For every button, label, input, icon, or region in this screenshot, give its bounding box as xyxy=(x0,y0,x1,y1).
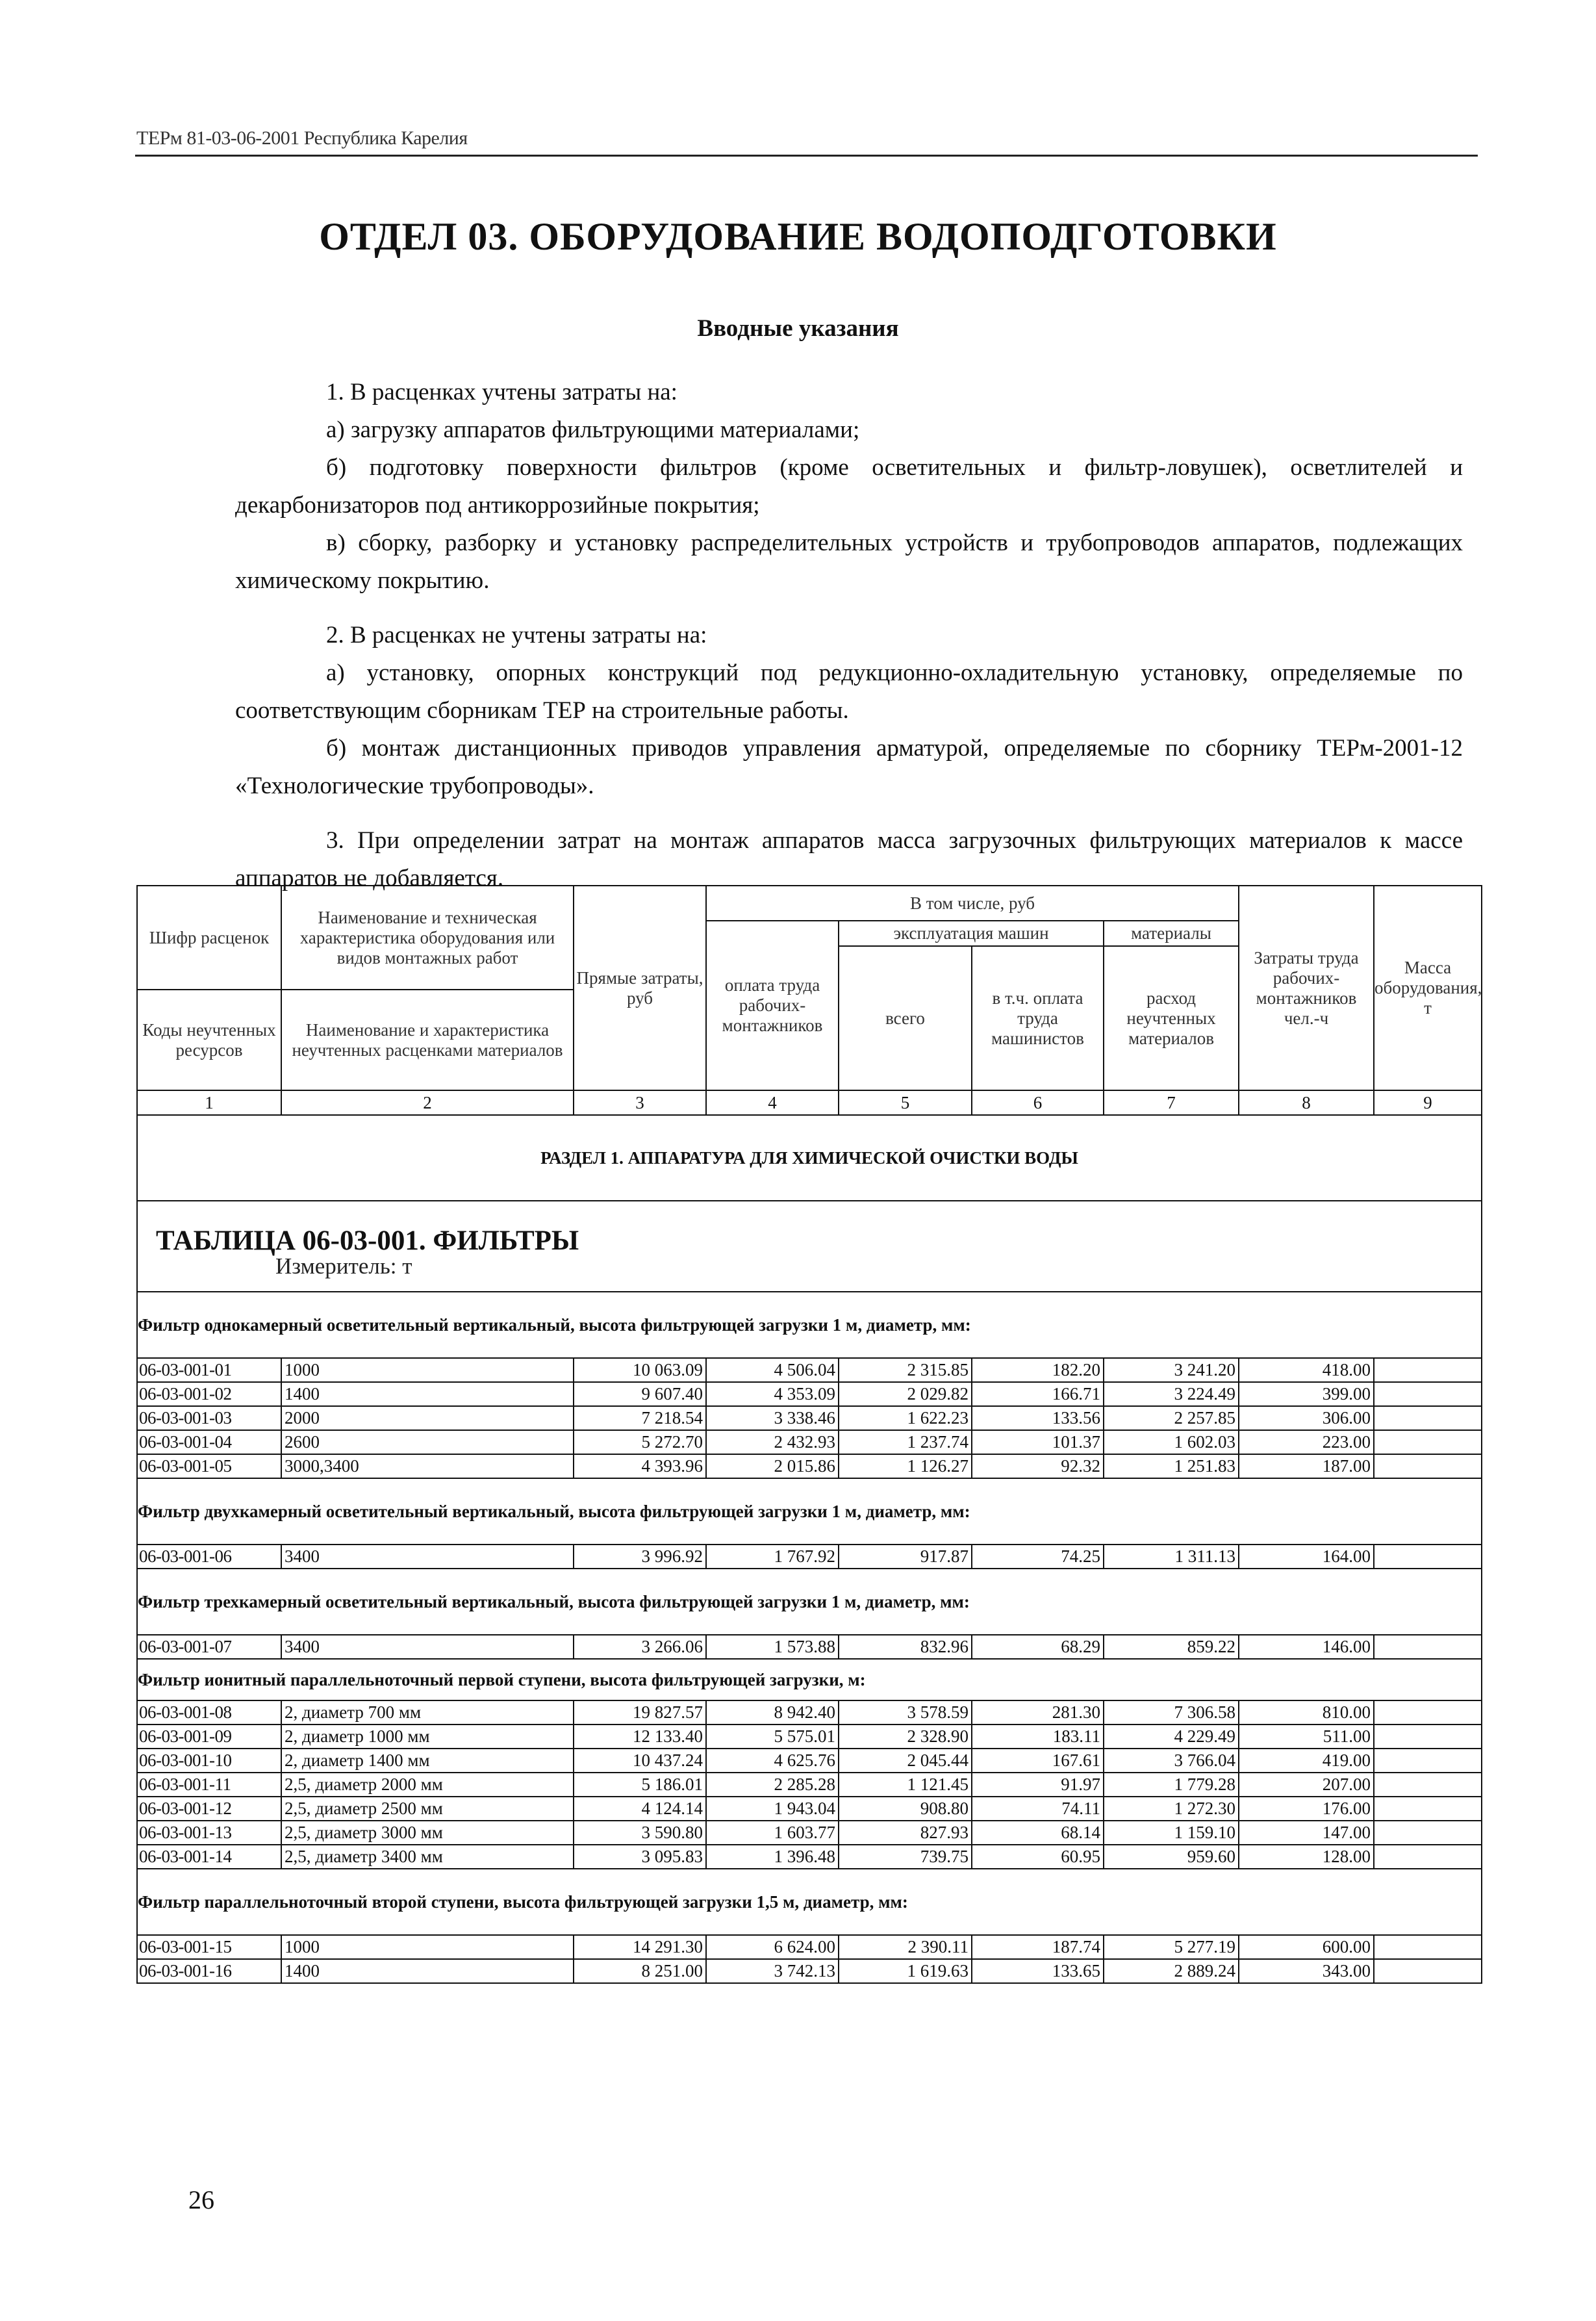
col-number: 6 xyxy=(972,1090,1104,1115)
rate-name: 3400 xyxy=(281,1545,574,1569)
materials-cost: 2 257.85 xyxy=(1104,1406,1239,1430)
machine-cost: 1 622.23 xyxy=(839,1406,972,1430)
rate-name: 1000 xyxy=(281,1935,574,1959)
group-title: Фильтр двухкамерный осветительный вертикальный, высота фильтрующей загрузки 1 м, диаметр, мм: xyxy=(137,1478,1482,1545)
direct-cost: 10 063.09 xyxy=(574,1358,706,1382)
materials-cost: 7 306.58 xyxy=(1104,1700,1239,1725)
rate-code: 06-03-001-01 xyxy=(137,1358,281,1382)
rate-name: 2000 xyxy=(281,1406,574,1430)
col-number: 1 xyxy=(137,1090,281,1115)
equipment-mass xyxy=(1374,1725,1482,1749)
col-number: 5 xyxy=(839,1090,972,1115)
direct-cost: 3 095.83 xyxy=(574,1845,706,1869)
labor-cost: 1 603.77 xyxy=(706,1821,839,1845)
materials-cost: 1 272.30 xyxy=(1104,1797,1239,1821)
materials-cost: 1 602.03 xyxy=(1104,1430,1239,1454)
header-rule xyxy=(135,155,1478,157)
rates-table xyxy=(136,885,1482,1984)
machine-labor-cost: 281.30 xyxy=(972,1700,1104,1725)
labor-cost: 3 742.13 xyxy=(706,1959,839,1983)
col-number: 4 xyxy=(706,1090,839,1115)
rate-name: 3000,3400 xyxy=(281,1454,574,1478)
equipment-mass xyxy=(1374,1700,1482,1725)
labor-hours: 343.00 xyxy=(1239,1959,1374,1983)
labor-cost: 4 353.09 xyxy=(706,1382,839,1406)
table-row xyxy=(137,1430,1482,1454)
labor-cost: 4 625.76 xyxy=(706,1749,839,1773)
intro-text xyxy=(235,374,1463,897)
rate-code: 06-03-001-15 xyxy=(137,1935,281,1959)
col-number: 7 xyxy=(1104,1090,1239,1115)
machine-cost: 2 315.85 xyxy=(839,1358,972,1382)
group-header-row xyxy=(137,1478,1482,1545)
group-header-row xyxy=(137,1869,1482,1935)
intro-paragraph: б) монтаж дистанционных приводов управления арматурой, определяемые по сборнику ТЕРм-2001-12 «Технологические трубопроводы». xyxy=(235,735,1463,799)
labor-cost: 5 575.01 xyxy=(706,1725,839,1749)
labor-cost: 1 943.04 xyxy=(706,1797,839,1821)
direct-cost: 5 186.01 xyxy=(574,1773,706,1797)
materials-cost: 5 277.19 xyxy=(1104,1935,1239,1959)
header-v-tch: в т.ч. оплата труда машинистов xyxy=(972,946,1104,1090)
equipment-mass xyxy=(1374,1358,1482,1382)
table-row xyxy=(137,1959,1482,1983)
materials-cost: 1 311.13 xyxy=(1104,1545,1239,1569)
rate-name: 2, диаметр 1000 мм xyxy=(281,1725,574,1749)
labor-hours: 128.00 xyxy=(1239,1845,1374,1869)
rate-code: 06-03-001-09 xyxy=(137,1725,281,1749)
col-number: 9 xyxy=(1374,1090,1482,1115)
machine-cost: 2 328.90 xyxy=(839,1725,972,1749)
machine-cost: 739.75 xyxy=(839,1845,972,1869)
table-header-row xyxy=(137,886,1482,921)
table-title-cell xyxy=(137,1201,1482,1292)
table-row xyxy=(137,1845,1482,1869)
header-kody: Коды неучтенных ресурсов xyxy=(137,990,281,1090)
header-pryamye: Прямые затраты, руб xyxy=(574,886,706,1090)
machine-cost: 832.96 xyxy=(839,1635,972,1659)
header-zatraty-truda: Затраты труда рабочих-монтажников чел.-ч xyxy=(1239,886,1374,1090)
rate-name: 2,5, диаметр 3000 мм xyxy=(281,1821,574,1845)
rate-name: 2,5, диаметр 2500 мм xyxy=(281,1797,574,1821)
table-row xyxy=(137,1545,1482,1569)
equipment-mass xyxy=(1374,1821,1482,1845)
table-row xyxy=(137,1382,1482,1406)
machine-labor-cost: 167.61 xyxy=(972,1749,1104,1773)
group-header-row xyxy=(137,1292,1482,1358)
rate-code: 06-03-001-04 xyxy=(137,1430,281,1454)
header-naim-bottom: Наименование и характеристика неучтенных расценками материалов xyxy=(281,990,574,1090)
equipment-mass xyxy=(1374,1773,1482,1797)
materials-cost: 859.22 xyxy=(1104,1635,1239,1659)
rate-name: 2,5, диаметр 2000 мм xyxy=(281,1773,574,1797)
materials-cost: 1 251.83 xyxy=(1104,1454,1239,1478)
col-number: 8 xyxy=(1239,1090,1374,1115)
table-row xyxy=(137,1935,1482,1959)
equipment-mass xyxy=(1374,1749,1482,1773)
labor-cost: 1 396.48 xyxy=(706,1845,839,1869)
labor-hours: 418.00 xyxy=(1239,1358,1374,1382)
direct-cost: 4 393.96 xyxy=(574,1454,706,1478)
table-row xyxy=(137,1406,1482,1430)
machine-labor-cost: 74.11 xyxy=(972,1797,1104,1821)
equipment-mass xyxy=(1374,1382,1482,1406)
header-shifr: Шифр расценок xyxy=(137,886,281,990)
direct-cost: 3 266.06 xyxy=(574,1635,706,1659)
rate-code: 06-03-001-10 xyxy=(137,1749,281,1773)
machine-cost: 827.93 xyxy=(839,1821,972,1845)
direct-cost: 5 272.70 xyxy=(574,1430,706,1454)
group-title: Фильтр параллельноточный второй ступени, высота фильтрующей загрузки 1,5 м, диаметр, мм: xyxy=(137,1869,1482,1935)
header-massa: Масса оборудования, т xyxy=(1374,886,1482,1090)
materials-cost: 1 159.10 xyxy=(1104,1821,1239,1845)
direct-cost: 7 218.54 xyxy=(574,1406,706,1430)
table-row xyxy=(137,1635,1482,1659)
rate-code: 06-03-001-13 xyxy=(137,1821,281,1845)
page-number: 26 xyxy=(188,2185,214,2214)
header-materialy: материалы xyxy=(1104,921,1239,946)
materials-cost: 3 241.20 xyxy=(1104,1358,1239,1382)
rate-name: 1400 xyxy=(281,1959,574,1983)
labor-hours: 306.00 xyxy=(1239,1406,1374,1430)
section-title: РАЗДЕЛ 1. АППАРАТУРА ДЛЯ ХИМИЧЕСКОЙ ОЧИСТКИ ВОДЫ xyxy=(137,1115,1482,1201)
table-row xyxy=(137,1454,1482,1478)
labor-cost: 4 506.04 xyxy=(706,1358,839,1382)
machine-cost: 908.80 xyxy=(839,1797,972,1821)
machine-cost: 2 390.11 xyxy=(839,1935,972,1959)
intro-paragraph: а) загрузку аппаратов фильтрующими материалами; xyxy=(326,417,860,443)
col-number: 2 xyxy=(281,1090,574,1115)
labor-hours: 600.00 xyxy=(1239,1935,1374,1959)
intro-paragraph: б) подготовку поверхности фильтров (кроме осветительных и фильтр-ловушек), осветлителей и декарбонизаторов под антикоррозийные покрытия; xyxy=(235,454,1463,519)
machine-cost: 3 578.59 xyxy=(839,1700,972,1725)
machine-cost: 2 029.82 xyxy=(839,1382,972,1406)
rate-name: 2600 xyxy=(281,1430,574,1454)
materials-cost: 3 224.49 xyxy=(1104,1382,1239,1406)
direct-cost: 8 251.00 xyxy=(574,1959,706,1983)
table-row xyxy=(137,1700,1482,1725)
labor-cost: 2 432.93 xyxy=(706,1430,839,1454)
measure-unit: Измеритель: т xyxy=(275,1253,412,1279)
machine-cost: 917.87 xyxy=(839,1545,972,1569)
intro-paragraph: а) установку, опорных конструкций под редукционно-охладительную установку, определяемые по соответствующим сборникам ТЕР на строительные работы. xyxy=(235,660,1463,724)
direct-cost: 3 590.80 xyxy=(574,1821,706,1845)
col-number: 3 xyxy=(574,1090,706,1115)
table-row xyxy=(137,1749,1482,1773)
header-vsego: всего xyxy=(839,946,972,1090)
header-raskhod: расход неучтенных материалов xyxy=(1104,946,1239,1090)
labor-cost: 8 942.40 xyxy=(706,1700,839,1725)
machine-labor-cost: 91.97 xyxy=(972,1773,1104,1797)
direct-cost: 4 124.14 xyxy=(574,1797,706,1821)
table-title-row xyxy=(137,1201,1482,1292)
rate-name: 3400 xyxy=(281,1635,574,1659)
header-v-tom-chisle: В том числе, руб xyxy=(706,886,1239,921)
header-ekspl: эксплуатация машин xyxy=(839,921,1104,946)
machine-labor-cost: 60.95 xyxy=(972,1845,1104,1869)
machine-cost: 1 237.74 xyxy=(839,1430,972,1454)
rate-code: 06-03-001-07 xyxy=(137,1635,281,1659)
table-row xyxy=(137,1797,1482,1821)
intro-paragraph: 1. В расценках учтены затраты на: xyxy=(326,379,678,405)
group-header-row xyxy=(137,1569,1482,1635)
rate-code: 06-03-001-08 xyxy=(137,1700,281,1725)
machine-labor-cost: 92.32 xyxy=(972,1454,1104,1478)
labor-hours: 399.00 xyxy=(1239,1382,1374,1406)
equipment-mass xyxy=(1374,1935,1482,1959)
materials-cost: 1 779.28 xyxy=(1104,1773,1239,1797)
rate-code: 06-03-001-11 xyxy=(137,1773,281,1797)
equipment-mass xyxy=(1374,1635,1482,1659)
section-row xyxy=(137,1115,1482,1201)
machine-labor-cost: 166.71 xyxy=(972,1382,1104,1406)
group-header-row xyxy=(137,1659,1482,1700)
rate-name: 1400 xyxy=(281,1382,574,1406)
rate-code: 06-03-001-02 xyxy=(137,1382,281,1406)
direct-cost: 9 607.40 xyxy=(574,1382,706,1406)
page-subtitle: Вводные указания xyxy=(697,315,899,342)
materials-cost: 4 229.49 xyxy=(1104,1725,1239,1749)
machine-labor-cost: 68.14 xyxy=(972,1821,1104,1845)
machine-cost: 1 121.45 xyxy=(839,1773,972,1797)
table-row xyxy=(137,1821,1482,1845)
equipment-mass xyxy=(1374,1545,1482,1569)
labor-hours: 511.00 xyxy=(1239,1725,1374,1749)
rate-code: 06-03-001-06 xyxy=(137,1545,281,1569)
labor-cost: 3 338.46 xyxy=(706,1406,839,1430)
labor-hours: 810.00 xyxy=(1239,1700,1374,1725)
group-title: Фильтр ионитный параллельноточный первой ступени, высота фильтрующей загрузки, м: xyxy=(137,1659,1482,1700)
labor-hours: 147.00 xyxy=(1239,1821,1374,1845)
intro-paragraph: 3. При определении затрат на монтаж аппаратов масса загрузочных фильтрующих материалов к массе аппаратов не добавляется. xyxy=(235,827,1463,891)
machine-labor-cost: 133.56 xyxy=(972,1406,1104,1430)
equipment-mass xyxy=(1374,1430,1482,1454)
machine-labor-cost: 187.74 xyxy=(972,1935,1104,1959)
labor-cost: 1 573.88 xyxy=(706,1635,839,1659)
header-oplata: оплата труда рабочих-монтажников xyxy=(706,921,839,1090)
rate-name: 2, диаметр 700 мм xyxy=(281,1700,574,1725)
table-row xyxy=(137,1358,1482,1382)
labor-hours: 187.00 xyxy=(1239,1454,1374,1478)
labor-cost: 6 624.00 xyxy=(706,1935,839,1959)
machine-labor-cost: 74.25 xyxy=(972,1545,1104,1569)
column-numbers-row xyxy=(137,1090,1482,1115)
equipment-mass xyxy=(1374,1454,1482,1478)
header-naim-top: Наименование и техническая характеристика оборудования или видов монтажных работ xyxy=(281,886,574,990)
machine-cost: 1 619.63 xyxy=(839,1959,972,1983)
direct-cost: 12 133.40 xyxy=(574,1725,706,1749)
machine-labor-cost: 68.29 xyxy=(972,1635,1104,1659)
rate-name: 1000 xyxy=(281,1358,574,1382)
labor-hours: 223.00 xyxy=(1239,1430,1374,1454)
rate-name: 2, диаметр 1400 мм xyxy=(281,1749,574,1773)
materials-cost: 2 889.24 xyxy=(1104,1959,1239,1983)
rate-name: 2,5, диаметр 3400 мм xyxy=(281,1845,574,1869)
machine-cost: 2 045.44 xyxy=(839,1749,972,1773)
equipment-mass xyxy=(1374,1845,1482,1869)
labor-hours: 146.00 xyxy=(1239,1635,1374,1659)
group-title: Фильтр однокамерный осветительный вертикальный, высота фильтрующей загрузки 1 м, диаметр, мм: xyxy=(137,1292,1482,1358)
table-row xyxy=(137,1725,1482,1749)
rate-code: 06-03-001-14 xyxy=(137,1845,281,1869)
table-row xyxy=(137,1773,1482,1797)
labor-hours: 164.00 xyxy=(1239,1545,1374,1569)
group-title: Фильтр трехкамерный осветительный вертикальный, высота фильтрующей загрузки 1 м, диаметр, мм: xyxy=(137,1569,1482,1635)
direct-cost: 10 437.24 xyxy=(574,1749,706,1773)
rate-code: 06-03-001-16 xyxy=(137,1959,281,1983)
machine-cost: 1 126.27 xyxy=(839,1454,972,1478)
labor-cost: 1 767.92 xyxy=(706,1545,839,1569)
direct-cost: 19 827.57 xyxy=(574,1700,706,1725)
page-title: ОТДЕЛ 03. ОБОРУДОВАНИЕ ВОДОПОДГОТОВКИ xyxy=(319,215,1277,258)
labor-hours: 207.00 xyxy=(1239,1773,1374,1797)
rate-code: 06-03-001-12 xyxy=(137,1797,281,1821)
rate-code: 06-03-001-05 xyxy=(137,1454,281,1478)
rate-code: 06-03-001-03 xyxy=(137,1406,281,1430)
machine-labor-cost: 133.65 xyxy=(972,1959,1104,1983)
labor-hours: 176.00 xyxy=(1239,1797,1374,1821)
intro-paragraph: в) сборку, разборку и установку распределительных устройств и трубопроводов аппаратов, подлежащих химическому покрытию. xyxy=(235,530,1463,594)
labor-cost: 2 285.28 xyxy=(706,1773,839,1797)
machine-labor-cost: 183.11 xyxy=(972,1725,1104,1749)
table-title: ТАБЛИЦА 06-03-001. ФИЛЬТРЫ xyxy=(156,1225,579,1256)
equipment-mass xyxy=(1374,1797,1482,1821)
materials-cost: 3 766.04 xyxy=(1104,1749,1239,1773)
direct-cost: 3 996.92 xyxy=(574,1545,706,1569)
machine-labor-cost: 182.20 xyxy=(972,1358,1104,1382)
materials-cost: 959.60 xyxy=(1104,1845,1239,1869)
direct-cost: 14 291.30 xyxy=(574,1935,706,1959)
equipment-mass xyxy=(1374,1406,1482,1430)
labor-cost: 2 015.86 xyxy=(706,1454,839,1478)
intro-paragraph: 2. В расценках не учтены затраты на: xyxy=(326,622,707,648)
labor-hours: 419.00 xyxy=(1239,1749,1374,1773)
equipment-mass xyxy=(1374,1959,1482,1983)
machine-labor-cost: 101.37 xyxy=(972,1430,1104,1454)
running-head: ТЕРм 81-03-06-2001 Республика Карелия xyxy=(136,127,468,149)
